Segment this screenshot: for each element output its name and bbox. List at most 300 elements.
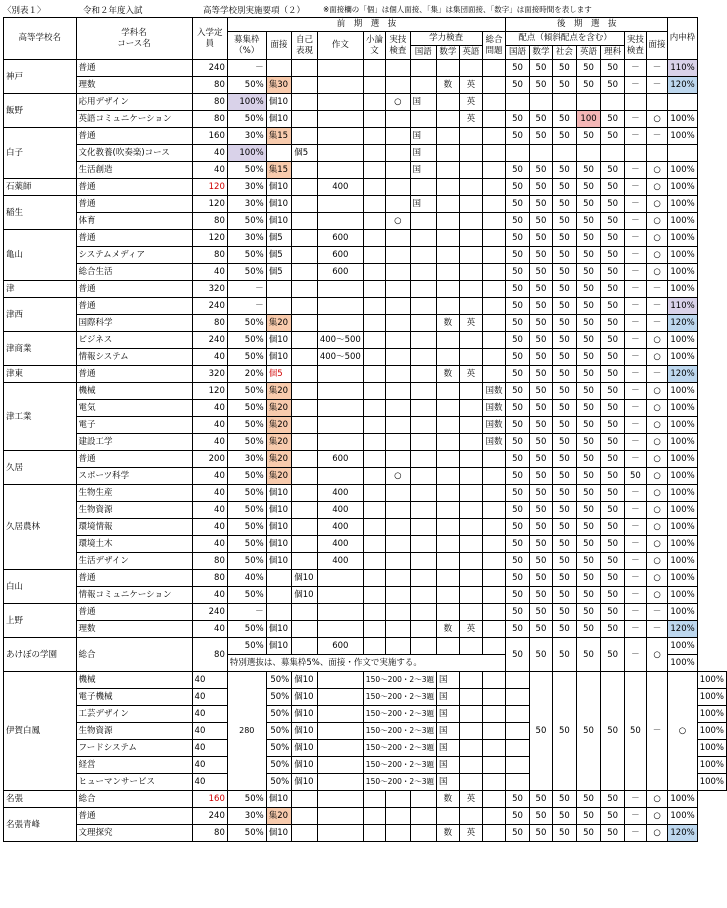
kokugo-cell	[410, 485, 436, 502]
late-point-cell: 50	[529, 128, 552, 145]
late-point-cell: 50	[506, 621, 529, 638]
comprehensive-cell	[482, 179, 506, 196]
col-interview: 面接	[266, 32, 292, 60]
self-expression-cell	[317, 706, 363, 723]
late-point-cell: 50	[576, 621, 601, 638]
math-cell	[436, 570, 459, 587]
col-course: 学科名 コース名	[76, 18, 192, 60]
late-point-cell: 50	[553, 298, 576, 315]
interview-cell: 集20	[266, 808, 292, 825]
late-point-cell: 50	[576, 281, 601, 298]
english-cell	[459, 417, 482, 434]
quota-cell: 50%	[227, 349, 266, 366]
quota-cell: 30%	[227, 196, 266, 213]
course-name: 文理探究	[76, 825, 192, 842]
late-point-cell: －	[624, 383, 646, 400]
essay-cell: 150～200・2～3題	[363, 672, 436, 689]
english-cell	[459, 451, 482, 468]
math-cell	[436, 264, 459, 281]
late-point-cell: 50	[576, 502, 601, 519]
late-point-cell: －	[624, 587, 646, 604]
short-essay-cell	[363, 332, 385, 349]
late-point-cell: 50	[601, 162, 624, 179]
essay-cell	[317, 468, 363, 485]
late-point-cell: 50	[553, 264, 576, 281]
quota-cell: 50%	[227, 825, 266, 842]
kokugo-cell	[410, 179, 436, 196]
late-point-cell	[553, 94, 576, 111]
essay-cell	[317, 621, 363, 638]
late-point-cell: 50	[529, 468, 552, 485]
late-point-cell: 50	[553, 604, 576, 621]
english-cell	[482, 672, 506, 689]
ratio-cell: 100%	[668, 162, 697, 179]
short-essay-cell	[363, 434, 385, 451]
school-name: 石薬師	[4, 179, 77, 196]
table-row	[4, 264, 727, 281]
ratio-cell: 100%	[697, 689, 726, 706]
late-point-cell: 50	[576, 553, 601, 570]
table-number: 〈別表１〉	[3, 6, 46, 16]
capacity-cell: 40	[192, 145, 227, 162]
late-point-cell: ○	[646, 213, 667, 230]
essay-cell	[317, 213, 363, 230]
school-name: 津	[4, 281, 77, 298]
late-point-cell: 50	[529, 77, 552, 94]
late-point-cell: 50	[529, 213, 552, 230]
short-essay-cell	[363, 825, 385, 842]
ratio-cell: 100%	[668, 383, 697, 400]
self-expression-cell	[292, 485, 318, 502]
table-body	[4, 60, 727, 842]
essay-cell: 400	[317, 536, 363, 553]
essay-cell	[317, 366, 363, 383]
essay-cell: 600	[317, 230, 363, 247]
interview-cell	[266, 60, 292, 77]
interview-cell	[266, 145, 292, 162]
late-point-cell: ○	[646, 825, 667, 842]
quota-cell: －	[227, 298, 266, 315]
skill-cell	[386, 179, 410, 196]
kokugo-cell	[410, 383, 436, 400]
late-point-cell: 50	[506, 400, 529, 417]
late-point-cell: 50	[576, 196, 601, 213]
late-point-cell: 50	[576, 366, 601, 383]
math-cell	[436, 536, 459, 553]
table-row	[4, 162, 727, 179]
skill-cell	[386, 281, 410, 298]
kokugo-cell	[410, 621, 436, 638]
late-point-cell: －	[624, 825, 646, 842]
col-academic: 学力検査	[410, 32, 482, 46]
late-point-cell: 50	[576, 349, 601, 366]
comprehensive-cell	[482, 604, 506, 621]
school-name: 白山	[4, 570, 77, 604]
late-point-cell: 50	[553, 213, 576, 230]
math-cell	[436, 247, 459, 264]
late-point-cell: 50	[506, 128, 529, 145]
kokugo-cell	[410, 298, 436, 315]
quota-cell: 50%	[266, 706, 292, 723]
kokugo-cell	[410, 825, 436, 842]
ratio-cell: 100%	[668, 553, 697, 570]
math-cell	[436, 400, 459, 417]
late-point-cell: 50	[506, 366, 529, 383]
comprehensive-cell	[482, 145, 506, 162]
course-name: 応用デザイン	[76, 94, 192, 111]
table-row	[4, 77, 727, 94]
quota-cell: 50%	[227, 587, 266, 604]
self-expression-cell: 個10	[292, 570, 318, 587]
late-point-cell: 50	[553, 536, 576, 553]
kokugo-cell: 国	[410, 196, 436, 213]
skill-cell	[386, 315, 410, 332]
ratio-cell	[668, 94, 697, 111]
comprehensive-cell	[482, 825, 506, 842]
quota-cell: 100%	[227, 94, 266, 111]
self-expression-cell	[292, 213, 318, 230]
school-name: 亀山	[4, 230, 77, 281]
late-point-cell: 50	[506, 587, 529, 604]
self-expression-cell	[292, 400, 318, 417]
skill-cell	[386, 451, 410, 468]
skill-cell	[386, 808, 410, 825]
late-point-cell: 50	[576, 468, 601, 485]
short-essay-cell	[363, 213, 385, 230]
essay-cell	[317, 417, 363, 434]
quota-cell: 50%	[227, 400, 266, 417]
skill-cell	[386, 247, 410, 264]
quota-cell: 50%	[227, 77, 266, 94]
late-point-cell: －	[624, 502, 646, 519]
course-name: 普通	[76, 196, 192, 213]
capacity-cell: 80	[192, 570, 227, 587]
late-point-cell: ○	[646, 434, 667, 451]
capacity-cell: 40	[192, 400, 227, 417]
essay-cell: 150～200・2～3題	[363, 757, 436, 774]
table-row	[4, 281, 727, 298]
english-cell	[459, 349, 482, 366]
kokugo-cell: 国	[436, 740, 459, 757]
late-point-cell: 50	[576, 485, 601, 502]
late-point-cell: －	[624, 60, 646, 77]
skill-cell	[386, 366, 410, 383]
comprehensive-cell	[482, 94, 506, 111]
course-name: 環境情報	[76, 519, 192, 536]
late-point-cell: 50	[553, 621, 576, 638]
math-cell	[436, 111, 459, 128]
capacity-cell: 120	[192, 230, 227, 247]
skill-cell	[386, 145, 410, 162]
essay-cell: 400	[317, 553, 363, 570]
essay-cell	[317, 162, 363, 179]
late-point-cell: －	[624, 791, 646, 808]
kokugo-cell: 国	[436, 689, 459, 706]
late-point-cell: －	[624, 400, 646, 417]
late-point-cell: 50	[601, 519, 624, 536]
quota-cell: －	[227, 281, 266, 298]
late-point-cell: 50	[576, 247, 601, 264]
ratio-cell: 100%	[668, 570, 697, 587]
late-point-cell: 50	[506, 502, 529, 519]
kokugo-cell: 国	[410, 94, 436, 111]
short-essay-cell	[363, 383, 385, 400]
course-name: 理数	[76, 77, 192, 94]
quota-cell: 50%	[227, 332, 266, 349]
late-point-cell: ○	[668, 672, 697, 791]
late-point-cell: 50	[576, 519, 601, 536]
late-point-cell: 50	[529, 587, 552, 604]
short-essay-cell	[363, 536, 385, 553]
capacity-cell: 40	[192, 485, 227, 502]
short-essay-cell	[363, 179, 385, 196]
kokugo-cell: 国	[436, 774, 459, 791]
quota-cell: 40%	[227, 570, 266, 587]
quota-cell: 50%	[227, 468, 266, 485]
capacity-cell: 40	[192, 468, 227, 485]
ratio-cell: 100%	[697, 774, 726, 791]
self-expression-cell	[292, 536, 318, 553]
quota-cell: 100%	[227, 145, 266, 162]
school-name: 津西	[4, 298, 77, 332]
math-cell	[436, 553, 459, 570]
course-name: 文化教養(吹奏楽)コース	[76, 145, 192, 162]
math-cell: 数	[436, 315, 459, 332]
late-point-cell: 50	[506, 417, 529, 434]
skill-cell	[386, 349, 410, 366]
course-name: 建設工学	[76, 434, 192, 451]
kokugo-cell	[410, 638, 436, 655]
col-p-english: 英語	[576, 46, 601, 60]
essay-cell	[317, 315, 363, 332]
course-name: 電気	[76, 400, 192, 417]
school-name: 名張	[4, 791, 77, 808]
table-row	[4, 808, 727, 825]
self-expression-cell	[317, 774, 363, 791]
late-point-cell: －	[624, 264, 646, 281]
course-name: 総合生活	[76, 264, 192, 281]
col-p-science: 理科	[601, 46, 624, 60]
ratio-cell: 100%	[668, 638, 697, 655]
comprehensive-cell	[482, 349, 506, 366]
table-row	[4, 638, 727, 655]
late-point-cell: ○	[646, 570, 667, 587]
essay-cell	[317, 145, 363, 162]
quota-cell: 50%	[266, 723, 292, 740]
late-point-cell: ○	[646, 264, 667, 281]
late-point-cell: 50	[529, 536, 552, 553]
late-point-cell	[506, 145, 529, 162]
late-point-cell: 50	[601, 332, 624, 349]
late-point-cell: 50	[529, 162, 552, 179]
late-point-cell: 50	[601, 383, 624, 400]
ratio-cell: 100%	[668, 111, 697, 128]
late-point-cell: 50	[601, 366, 624, 383]
ratio-cell: 100%	[668, 213, 697, 230]
interview-cell: 個10	[292, 774, 318, 791]
capacity-cell: 40	[192, 536, 227, 553]
late-point-cell: ○	[646, 196, 667, 213]
course-name: 情報コミュニケーション	[76, 587, 192, 604]
essay-cell: 600	[317, 451, 363, 468]
late-point-cell: 50	[529, 383, 552, 400]
late-point-cell: 50	[506, 264, 529, 281]
essay-cell: 600	[317, 264, 363, 281]
late-point-cell: －	[624, 162, 646, 179]
late-point-cell: 50	[553, 468, 576, 485]
late-point-cell: －	[624, 213, 646, 230]
self-expression-cell	[292, 77, 318, 94]
self-expression-cell	[292, 281, 318, 298]
skill-cell	[386, 264, 410, 281]
interview-cell: 個10	[266, 553, 292, 570]
essay-cell: 400～500	[317, 332, 363, 349]
table-row	[4, 332, 727, 349]
skill-cell	[386, 791, 410, 808]
capacity-cell: 80	[192, 315, 227, 332]
short-essay-cell	[363, 604, 385, 621]
bundle-total: 280	[227, 672, 266, 791]
quota-cell: 50%	[227, 519, 266, 536]
late-point-cell: 50	[601, 196, 624, 213]
col-short-essay: 小論文	[363, 32, 385, 60]
interview-cell: 個10	[266, 213, 292, 230]
late-point-cell: 50	[506, 247, 529, 264]
quota-cell: 50%	[266, 774, 292, 791]
ratio-cell: 100%	[697, 723, 726, 740]
comprehensive-cell	[482, 281, 506, 298]
kokugo-cell	[410, 332, 436, 349]
quota-cell: 50%	[266, 757, 292, 774]
late-point-cell: 50	[601, 417, 624, 434]
essay-cell: 400	[317, 519, 363, 536]
english-cell	[459, 196, 482, 213]
short-essay-cell	[363, 791, 385, 808]
quota-cell: 50%	[227, 383, 266, 400]
skill-cell	[386, 434, 410, 451]
interview-cell: 個10	[266, 94, 292, 111]
ratio-cell: 100%	[668, 451, 697, 468]
quota-cell: 50%	[227, 553, 266, 570]
table-row	[4, 519, 727, 536]
short-essay-cell	[363, 400, 385, 417]
self-expression-cell	[292, 332, 318, 349]
table-row	[4, 570, 727, 587]
skill-cell	[386, 519, 410, 536]
course-name: 普通	[76, 808, 192, 825]
course-name: 普通	[76, 60, 192, 77]
self-expression-cell	[292, 638, 318, 655]
skill-cell	[386, 570, 410, 587]
late-point-cell: 50	[529, 417, 552, 434]
kokugo-cell	[410, 417, 436, 434]
self-expression-cell	[292, 162, 318, 179]
late-point-cell: －	[646, 366, 667, 383]
capacity-cell: 320	[192, 281, 227, 298]
capacity-cell: 80	[192, 825, 227, 842]
ratio-cell: 100%	[668, 655, 697, 672]
math-cell: 数	[436, 621, 459, 638]
english-cell	[459, 468, 482, 485]
capacity-cell: 80	[192, 553, 227, 570]
course-name: 生活創造	[76, 162, 192, 179]
short-essay-cell	[363, 145, 385, 162]
late-point-cell: 50	[553, 553, 576, 570]
late-point-cell: ○	[646, 519, 667, 536]
school-name: 津商業	[4, 332, 77, 366]
capacity-cell: 80	[192, 247, 227, 264]
late-point-cell: 50	[529, 791, 552, 808]
table-row	[4, 400, 727, 417]
school-name: 飯野	[4, 94, 77, 128]
course-name: フードシステム	[76, 740, 192, 757]
late-point-cell: －	[624, 417, 646, 434]
capacity-cell: 80	[192, 77, 227, 94]
interview-cell: 個10	[292, 706, 318, 723]
interview-cell: 個10	[266, 179, 292, 196]
late-point-cell	[576, 145, 601, 162]
course-name: 電子	[76, 417, 192, 434]
late-point-cell: 50	[601, 349, 624, 366]
late-point-cell: 50	[529, 434, 552, 451]
late-point-cell: －	[624, 315, 646, 332]
comprehensive-cell	[506, 672, 529, 689]
late-point-cell: 50	[529, 400, 552, 417]
essay-cell: 150～200・2～3題	[363, 723, 436, 740]
ratio-cell: 100%	[668, 519, 697, 536]
table-row	[4, 604, 727, 621]
capacity-cell: 40	[192, 587, 227, 604]
late-point-cell: 50	[553, 60, 576, 77]
late-point-cell: 50	[576, 400, 601, 417]
col-ratio: 内申枠	[668, 18, 697, 60]
skill-cell: ○	[386, 213, 410, 230]
late-point-cell: 50	[601, 587, 624, 604]
course-name: 英語コミュニケーション	[76, 111, 192, 128]
late-point-cell: 50	[553, 111, 576, 128]
essay-cell: 600	[317, 247, 363, 264]
ratio-cell: 120%	[668, 825, 697, 842]
exam-year: 令和２年度入試	[83, 6, 143, 16]
quota-cell: －	[227, 60, 266, 77]
short-essay-cell	[363, 417, 385, 434]
short-essay-cell	[363, 60, 385, 77]
table-row	[4, 230, 727, 247]
late-point-cell: ○	[646, 332, 667, 349]
late-point-cell: 50	[553, 672, 576, 791]
self-expression-cell	[292, 247, 318, 264]
self-expression-cell	[292, 60, 318, 77]
interview-cell: 個10	[266, 485, 292, 502]
col-quota: 募集枠（%）	[227, 32, 266, 60]
short-essay-cell	[363, 485, 385, 502]
late-point-cell: 50	[553, 825, 576, 842]
late-point-cell: 50	[553, 485, 576, 502]
course-name: 普通	[76, 604, 192, 621]
late-point-cell: 50	[506, 536, 529, 553]
capacity-cell: 240	[192, 298, 227, 315]
table-row	[4, 672, 727, 689]
quota-cell: 50%	[227, 315, 266, 332]
essay-cell	[317, 281, 363, 298]
course-name: 工芸デザイン	[76, 706, 192, 723]
school-name: 津東	[4, 366, 77, 383]
essay-cell	[317, 94, 363, 111]
late-point-cell: 50	[576, 230, 601, 247]
english-cell	[459, 213, 482, 230]
late-point-cell: 50	[506, 315, 529, 332]
late-point-cell: －	[624, 179, 646, 196]
